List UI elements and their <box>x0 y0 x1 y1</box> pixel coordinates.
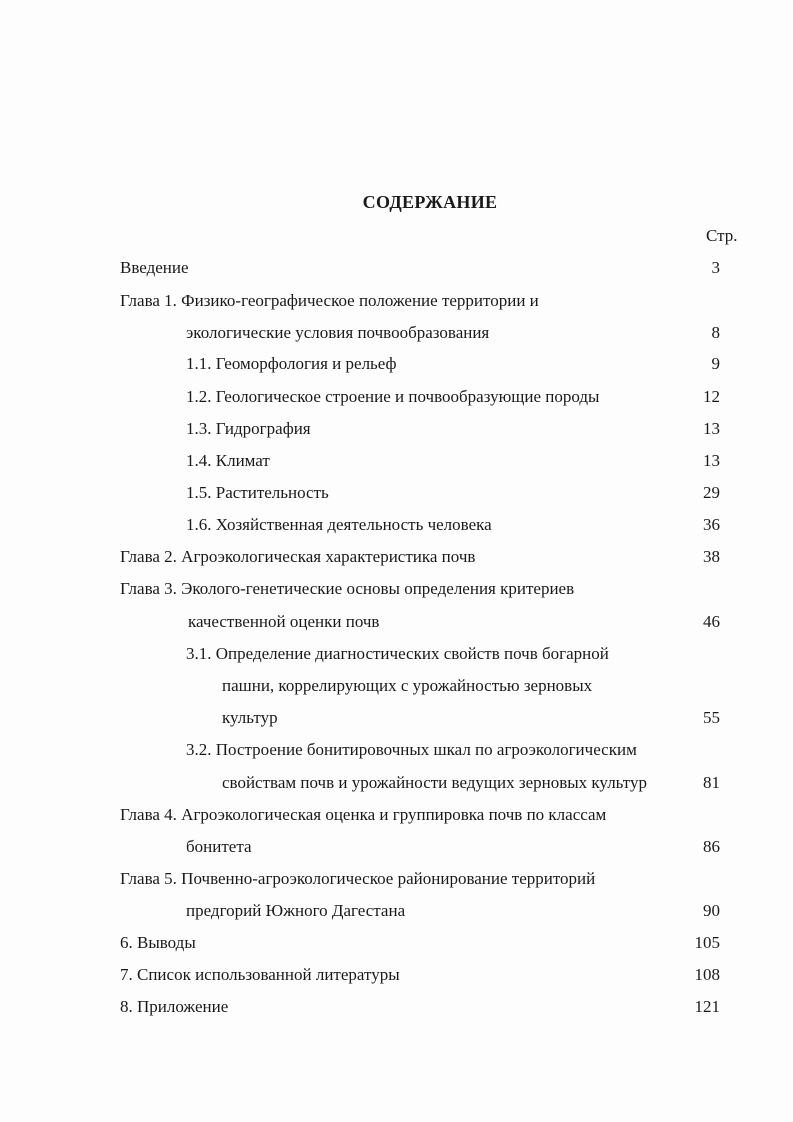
toc-entry-text: Глава 5. Почвенно-агроэкологическое районирование территорий <box>120 869 596 888</box>
page-column-label: Стр. <box>706 226 738 245</box>
toc-entry-page: 121 <box>694 997 720 1016</box>
toc-entry-text: 7. Список использованной литературы <box>120 965 400 984</box>
toc-entry-text: свойствам почв и урожайности ведущих зерновых культур <box>222 773 647 792</box>
toc-entry-text: Глава 1. Физико-географическое положение территории и <box>120 291 539 310</box>
toc-entry-text: Введение <box>120 258 189 277</box>
page-title: СОДЕРЖАНИЕ <box>362 192 498 212</box>
toc-entry-text: Глава 4. Агроэкологическая оценка и группировка почв по классам <box>120 805 607 824</box>
toc-entry-text: Глава 2. Агроэкологическая характеристика почв <box>120 547 476 566</box>
toc-entry-page: 90 <box>703 901 720 920</box>
toc-entry-text: предгорий Южного Дагестана <box>186 901 406 920</box>
toc-entry-text: качественной оценки почв <box>188 612 380 631</box>
toc-entry-page: 8 <box>711 323 720 342</box>
toc-entry-page: 105 <box>694 933 720 952</box>
toc-entry-text: 1.2. Геологическое строение и почвообразующие породы <box>186 387 600 406</box>
toc-entry-text: 1.5. Растительность <box>186 483 329 502</box>
toc-entry-text: 8. Приложение <box>120 997 229 1016</box>
toc-entry-page: 38 <box>703 547 720 566</box>
toc-entry-text: пашни, коррелирующих с урожайностью зерновых <box>222 676 593 695</box>
toc-entry-page: 13 <box>703 419 720 438</box>
toc-entry-text: экологические условия почвообразования <box>186 323 490 342</box>
toc-entry-page: 12 <box>703 387 720 406</box>
toc-entry-text: 1.4. Климат <box>186 451 270 470</box>
toc-entry-text: 1.1. Геоморфология и рельеф <box>186 354 397 373</box>
toc-entry-text: бонитета <box>186 837 252 856</box>
toc-entry-page: 46 <box>703 612 720 631</box>
toc-entry-page: 81 <box>703 773 720 792</box>
toc-entry-text: культур <box>222 708 278 727</box>
toc-entry-page: 55 <box>703 708 720 727</box>
toc-entry-text: 1.6. Хозяйственная деятельность человека <box>186 515 492 534</box>
toc-entry-page: 108 <box>694 965 720 984</box>
toc-entry-page: 9 <box>711 354 720 373</box>
toc-entry-page: 86 <box>703 837 720 856</box>
toc-entry-page: 29 <box>703 483 720 502</box>
toc-entry-text: 3.2. Построение бонитировочных шкал по агроэкологическим <box>186 740 637 759</box>
toc-entry-page: 13 <box>703 451 720 470</box>
toc-entry-text: 6. Выводы <box>120 933 196 952</box>
toc-entry-text: Глава 3. Эколого-генетические основы определения критериев <box>120 579 575 598</box>
toc-entry-text: 1.3. Гидрография <box>186 419 311 438</box>
toc-entry-page: 36 <box>703 515 720 534</box>
toc-entry-text: 3.1. Определение диагностических свойств почв богарной <box>186 644 609 663</box>
toc-entry-page: 3 <box>711 258 720 277</box>
